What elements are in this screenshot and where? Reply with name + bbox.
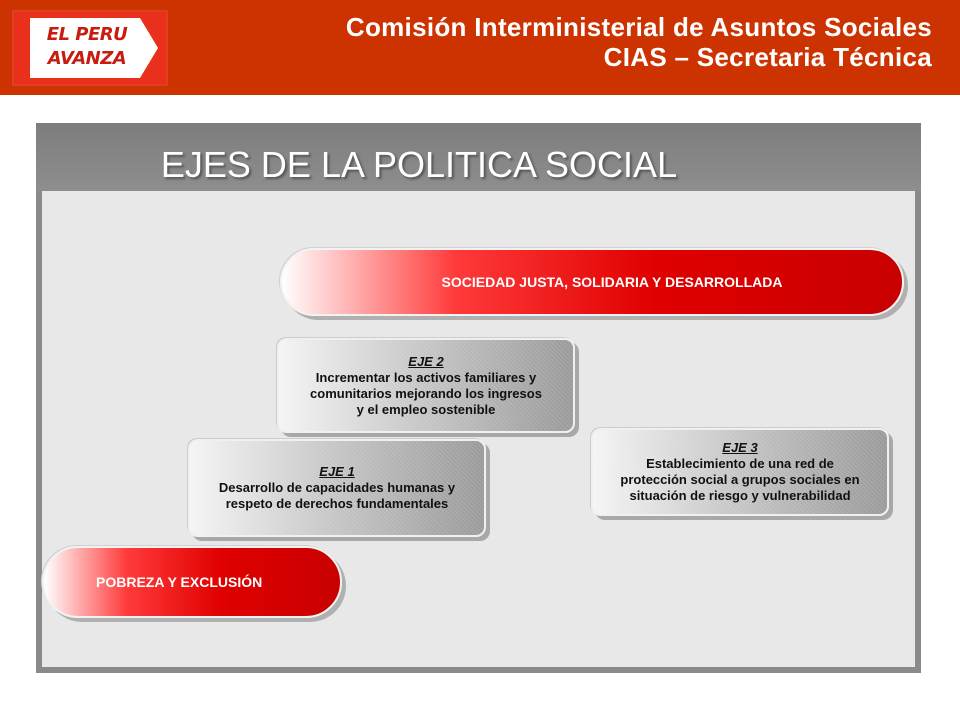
eje-2-line-3: y el empleo sostenible xyxy=(356,401,496,417)
eje-3-box xyxy=(591,428,889,516)
eje-1-line-2: respeto de derechos fundamentales xyxy=(225,496,449,511)
eje-3-line-2: protección social a grupos sociales en xyxy=(620,472,860,487)
eje-3-title: EJE 3 xyxy=(722,440,758,455)
goal-pill xyxy=(280,248,904,316)
eje-2-line-1: Incrementar los activos familiares y xyxy=(315,369,537,385)
header-bar xyxy=(0,0,960,95)
eje-1-line-1: Desarrollo de capacidades humanas y xyxy=(218,480,456,495)
el-peru-avanza-logo xyxy=(12,10,168,86)
start-pill xyxy=(42,546,342,618)
header-title xyxy=(346,12,932,72)
header-title-line-2: CIAS – Secretaria Técnica xyxy=(603,42,932,72)
logo-line-1: EL PERU xyxy=(46,24,128,45)
eje-3-line-1: Establecimiento de una red de xyxy=(646,456,834,471)
header-title-line-1: Comisión Interministerial de Asuntos Sociales xyxy=(345,12,932,42)
start-label: POBREZA Y EXCLUSIÓN xyxy=(96,574,263,590)
eje-3-line-3: situación de riesgo y vulnerabilidad xyxy=(629,488,851,503)
eje-2-box xyxy=(277,338,575,433)
goal-label: SOCIEDAD JUSTA, SOLIDARIA Y DESARROLLADA xyxy=(441,274,783,290)
logo-line-2: AVANZA xyxy=(47,48,127,69)
eje-1-box xyxy=(188,439,486,537)
eje-2-line-2: comunitarios mejorando los ingresos xyxy=(310,385,542,401)
slide-title: EJES DE LA POLITICA SOCIAL xyxy=(160,144,678,185)
panel-title-bar xyxy=(36,123,921,191)
eje-1-title: EJE 1 xyxy=(319,464,355,479)
eje-2-title: EJE 2 xyxy=(408,353,444,369)
